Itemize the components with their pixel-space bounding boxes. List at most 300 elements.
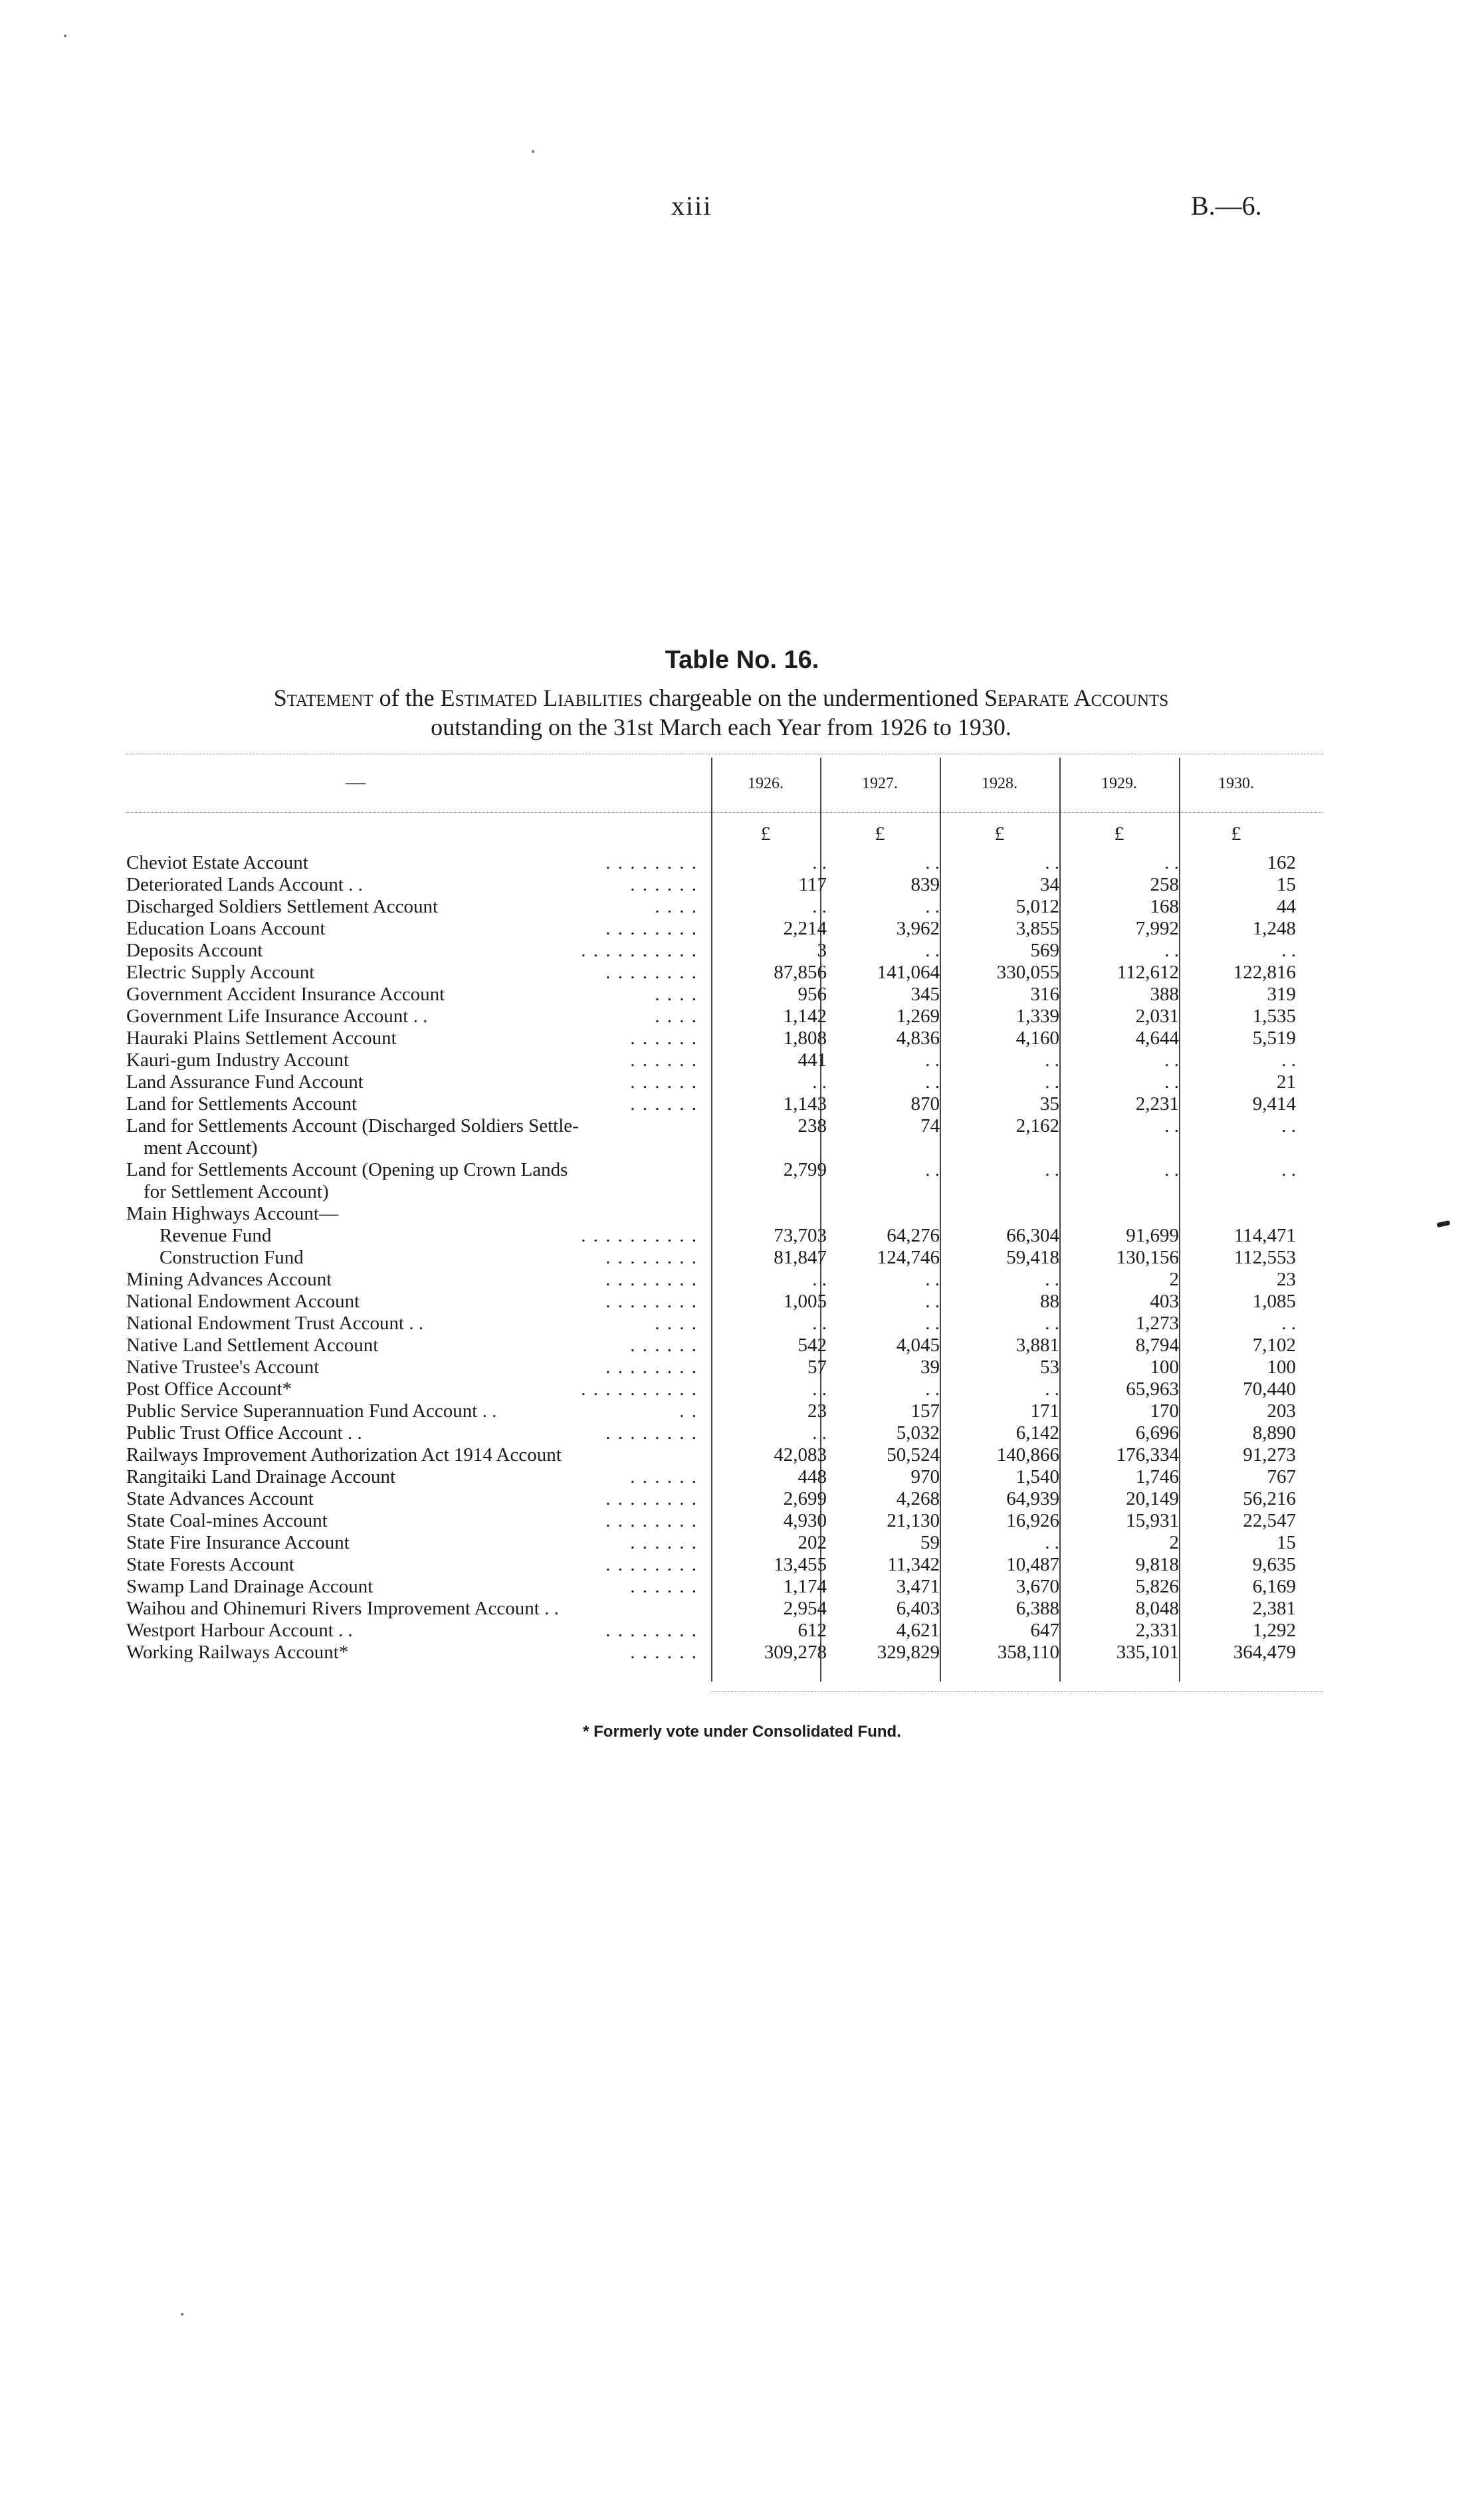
account-name: Working Railways Account*	[126, 1642, 349, 1663]
account-name: Government Life Insurance Account . .	[126, 1006, 428, 1027]
value-1930: 114,471	[1233, 1225, 1296, 1246]
value-1927: . .	[925, 1049, 940, 1071]
value-1927: 39	[920, 1357, 940, 1378]
value-1928: 569	[1030, 940, 1059, 961]
value-1928: 1,339	[1015, 1006, 1059, 1027]
value-1930: 100	[1267, 1357, 1296, 1378]
leader-dots: . . . . . . . .	[605, 852, 698, 873]
table-body	[126, 852, 1323, 1664]
table-row	[126, 1049, 1323, 1071]
value-1927: 4,621	[896, 1620, 940, 1641]
value-1928: 34	[1040, 874, 1059, 895]
value-1928: 6,388	[1015, 1598, 1059, 1619]
value-1929: 258	[1150, 874, 1179, 895]
account-name: Land for Settlements Account (Discharged Soldiers Settle-	[126, 1115, 579, 1137]
table-row	[126, 1576, 1323, 1598]
value-1929: 6,696	[1135, 1422, 1179, 1444]
value-1929: 176,334	[1116, 1444, 1179, 1466]
value-1929: 100	[1150, 1357, 1179, 1378]
value-1930: 91,273	[1243, 1444, 1296, 1466]
account-name-cell	[126, 1335, 704, 1357]
value-1929: . .	[1164, 1071, 1179, 1093]
value-1926: 117	[798, 874, 827, 895]
value-1929: 91,699	[1126, 1225, 1179, 1246]
value-1926: 4,930	[783, 1510, 827, 1531]
value-1926: . .	[812, 896, 827, 917]
value-1929: 388	[1150, 984, 1179, 1005]
value-1930: . .	[1281, 1049, 1296, 1071]
account-name: Land for Settlements Account	[126, 1093, 358, 1115]
value-1928: 64,939	[1006, 1488, 1059, 1509]
value-1927: 11,342	[887, 1554, 940, 1575]
value-1927: 839	[910, 874, 940, 895]
value-1926: 2,699	[783, 1488, 827, 1509]
value-1927: . .	[925, 1291, 940, 1312]
header-bottom-rule	[126, 812, 1323, 813]
value-1926: 1,142	[783, 1006, 827, 1027]
account-name: Revenue Fund	[159, 1225, 272, 1246]
account-name-cell	[126, 984, 704, 1006]
account-name-cell	[126, 1203, 704, 1225]
value-1926: . .	[812, 1313, 827, 1334]
value-1930: 1,292	[1252, 1620, 1296, 1641]
account-name-cell	[126, 1225, 704, 1247]
account-name: Kauri-gum Industry Account	[126, 1049, 350, 1071]
value-1926: . .	[812, 1269, 827, 1290]
speck	[181, 2313, 183, 2316]
account-name: Waihou and Ohinemuri Rivers Improvement Account . .	[126, 1598, 559, 1619]
statement-word-statement: Statement	[273, 685, 373, 711]
value-1929: . .	[1164, 1115, 1179, 1137]
table-row	[126, 1444, 1323, 1466]
value-1926: 309,278	[764, 1642, 827, 1663]
table-row	[126, 1247, 1323, 1269]
value-1926: 238	[797, 1115, 827, 1137]
account-name-cell	[126, 852, 704, 874]
value-1927: 74	[920, 1115, 940, 1137]
value-1928: . .	[1045, 1049, 1059, 1071]
value-1928: . .	[1045, 1532, 1059, 1553]
account-name-cell	[126, 1422, 704, 1444]
value-1926: 956	[797, 984, 827, 1005]
value-1927: 3,471	[896, 1576, 940, 1597]
leader-dots: . . . .	[655, 896, 698, 917]
value-1928: 5,012	[1015, 896, 1059, 917]
value-1928: 66,304	[1006, 1225, 1059, 1246]
table-row	[126, 1642, 1323, 1664]
account-name: Construction Fund	[159, 1247, 304, 1268]
value-1926: . .	[812, 1422, 827, 1444]
value-1928: . .	[1045, 1313, 1059, 1334]
value-1930: 767	[1267, 1466, 1296, 1487]
speck	[64, 35, 66, 37]
value-1930: 9,414	[1252, 1093, 1296, 1115]
value-1928: 10,487	[1006, 1554, 1059, 1575]
header-year-1928: 1928.	[982, 775, 1017, 792]
footnote: * Formerly vote under Consolidated Fund.	[583, 1723, 901, 1741]
account-name: Public Trust Office Account . .	[126, 1422, 362, 1444]
account-name-cell	[126, 1466, 704, 1488]
account-name-cell	[126, 1532, 704, 1554]
table-row	[126, 874, 1323, 896]
account-name-cell	[126, 1071, 704, 1093]
table-row	[126, 1422, 1323, 1444]
table-row	[126, 1598, 1323, 1620]
account-name-continuation: ment Account)	[144, 1137, 258, 1158]
value-1928: 2,162	[1015, 1115, 1059, 1137]
value-1930: 21	[1277, 1071, 1296, 1093]
table-row	[126, 962, 1323, 984]
value-1930: 1,535	[1252, 1006, 1296, 1027]
account-name-cell	[126, 1006, 704, 1028]
value-1930: 22,547	[1243, 1510, 1296, 1531]
unit-pound-1930: £	[1231, 823, 1241, 845]
leader-dots: . . . . . . . .	[605, 1510, 698, 1531]
header-year-1926: 1926.	[748, 775, 784, 792]
leader-dots: . .	[679, 1400, 698, 1422]
leader-dots: . . . . . . . . . .	[581, 1225, 698, 1246]
value-1926: 441	[797, 1049, 827, 1071]
leader-dots: . . . . . . . .	[605, 1488, 698, 1509]
value-1927: 141,064	[877, 962, 940, 983]
table-row	[126, 1269, 1323, 1291]
value-1929: 9,818	[1135, 1554, 1179, 1575]
account-name-cell	[126, 1378, 704, 1400]
table-row	[126, 852, 1323, 874]
value-1929: 2,331	[1135, 1620, 1179, 1641]
value-1929: 7,992	[1135, 918, 1179, 939]
leader-dots: . . . . . . . .	[605, 1422, 698, 1444]
leader-dots: . . . .	[655, 1006, 698, 1027]
value-1926: 87,856	[774, 962, 827, 983]
leader-dots: . . . . . .	[630, 1576, 698, 1597]
value-1926: 612	[797, 1620, 827, 1641]
value-1926: 1,174	[783, 1576, 827, 1597]
value-1926: 1,143	[783, 1093, 827, 1115]
value-1930: 15	[1277, 874, 1296, 895]
value-1930: . .	[1281, 1313, 1296, 1334]
leader-dots: . . . .	[655, 984, 698, 1005]
document-reference: B.—6.	[1191, 191, 1262, 221]
liabilities-table	[126, 751, 1323, 1701]
value-1926: 202	[797, 1532, 827, 1553]
table-row	[126, 984, 1323, 1006]
table-title: Table No. 16.	[665, 646, 819, 674]
value-1928: 16,926	[1006, 1510, 1059, 1531]
account-name-cell	[126, 1115, 704, 1159]
statement-text-2: chargeable on the undermentioned	[642, 685, 985, 711]
account-name: Westport Harbour Account . .	[126, 1620, 353, 1641]
value-1930: 15	[1277, 1532, 1296, 1553]
table-row	[126, 1225, 1323, 1247]
table-row	[126, 1203, 1323, 1225]
value-1930: 122,816	[1233, 962, 1296, 983]
value-1929: 130,156	[1116, 1247, 1179, 1268]
value-1928: . .	[1045, 1378, 1059, 1400]
value-1928: . .	[1045, 1159, 1059, 1180]
value-1927: 970	[910, 1466, 940, 1487]
value-1929: 8,048	[1135, 1598, 1179, 1619]
value-1930: 1,248	[1252, 918, 1296, 939]
value-1930: 70,440	[1243, 1378, 1296, 1400]
value-1927: 124,746	[877, 1247, 940, 1268]
value-1930: 8,890	[1252, 1422, 1296, 1444]
account-name-cell	[126, 1093, 704, 1115]
account-name-cell	[126, 1554, 704, 1576]
value-1927: . .	[925, 940, 940, 961]
value-1926: 448	[797, 1466, 827, 1487]
account-name-cell	[126, 1049, 704, 1071]
account-name-cell	[126, 918, 704, 940]
value-1928: . .	[1045, 1071, 1059, 1093]
value-1928: 53	[1040, 1357, 1059, 1378]
value-1930: 44	[1277, 896, 1296, 917]
value-1927: 157	[910, 1400, 940, 1422]
table-row	[126, 940, 1323, 962]
value-1929: 112,612	[1116, 962, 1179, 983]
value-1926: 13,455	[774, 1554, 827, 1575]
value-1929: 1,746	[1135, 1466, 1179, 1487]
account-name-cell	[126, 896, 704, 918]
table-row	[126, 896, 1323, 918]
table-row	[126, 1159, 1323, 1203]
account-name: Cheviot Estate Account	[126, 852, 308, 873]
table-row	[126, 1028, 1323, 1049]
value-1927: . .	[925, 852, 940, 873]
account-name: Rangitaiki Land Drainage Account	[126, 1466, 396, 1487]
statement-word-separate-accounts: Separate Accounts	[984, 685, 1169, 711]
leader-dots: . . . . . .	[630, 1335, 698, 1356]
account-name: Deteriorated Lands Account . .	[126, 874, 363, 895]
account-name: Land Assurance Fund Account	[126, 1071, 364, 1093]
table-row	[126, 1400, 1323, 1422]
account-name-cell	[126, 1400, 704, 1422]
unit-pound-1929: £	[1114, 823, 1124, 845]
table-bottom-rule	[711, 1691, 1323, 1692]
ink-mark	[1436, 1220, 1450, 1228]
value-1927: . .	[925, 1071, 940, 1093]
value-1930: 6,169	[1252, 1576, 1296, 1597]
leader-dots: . . . . . .	[630, 1642, 698, 1663]
value-1929: 65,963	[1126, 1378, 1179, 1400]
account-name: Land for Settlements Account (Opening up Crown Lands	[126, 1159, 568, 1180]
unit-pound-1927: £	[875, 823, 885, 845]
unit-pound-1926: £	[760, 823, 771, 845]
value-1926: 42,083	[774, 1444, 827, 1466]
table-row	[126, 1071, 1323, 1093]
table-row	[126, 1115, 1323, 1159]
account-name-cell	[126, 1642, 704, 1664]
value-1929: 170	[1150, 1400, 1179, 1422]
account-name: Government Accident Insurance Account	[126, 984, 445, 1005]
table-row	[126, 1466, 1323, 1488]
leader-dots: . . . . . .	[630, 874, 698, 895]
value-1930: 319	[1267, 984, 1296, 1005]
value-1928: 3,881	[1015, 1335, 1059, 1356]
leader-dots: . . . . . . . . . .	[581, 940, 698, 961]
value-1927: 21,130	[887, 1510, 940, 1531]
statement-text-1: of the	[373, 685, 441, 711]
value-1926: 1,005	[783, 1291, 827, 1312]
value-1929: 4,644	[1135, 1028, 1179, 1049]
table-row	[126, 1488, 1323, 1510]
account-name-continuation: for Settlement Account)	[144, 1181, 329, 1202]
value-1930: 9,635	[1252, 1554, 1296, 1575]
value-1927: . .	[925, 1378, 940, 1400]
value-1926: 57	[807, 1357, 827, 1378]
value-1928: 316	[1030, 984, 1059, 1005]
page-number: xiii	[671, 191, 712, 221]
value-1927: 59	[920, 1532, 940, 1553]
value-1930: 5,519	[1252, 1028, 1296, 1049]
value-1928: 6,142	[1015, 1422, 1059, 1444]
leader-dots: . . . . . .	[630, 1466, 698, 1487]
leader-dots: . . . . . . . .	[605, 962, 698, 983]
value-1926: . .	[812, 1071, 827, 1093]
value-1928: 171	[1030, 1400, 1059, 1422]
table-row	[126, 1510, 1323, 1532]
value-1926: 2,214	[783, 918, 827, 939]
table-row	[126, 918, 1323, 940]
leader-dots: . . . . . . . .	[605, 1247, 698, 1268]
account-name-cell	[126, 962, 704, 984]
value-1928: 59,418	[1006, 1247, 1059, 1268]
account-name: Railways Improvement Authorization Act 1914 Account	[126, 1444, 562, 1466]
account-name-cell	[126, 1510, 704, 1532]
leader-dots: . . . . . .	[630, 1093, 698, 1115]
value-1930: 23	[1277, 1269, 1296, 1290]
value-1929: 168	[1150, 896, 1179, 917]
account-name: Discharged Soldiers Settlement Account	[126, 896, 439, 917]
leader-dots: . . . . . . . .	[605, 1269, 698, 1290]
account-name-cell	[126, 1269, 704, 1291]
value-1930: 56,216	[1243, 1488, 1296, 1509]
value-1928: 358,110	[997, 1642, 1059, 1663]
account-name-cell	[126, 874, 704, 896]
account-name: National Endowment Trust Account . .	[126, 1313, 424, 1334]
header-account-column: —	[346, 771, 366, 793]
account-name: Electric Supply Account	[126, 962, 315, 983]
account-name-cell	[126, 1357, 704, 1378]
value-1929: 403	[1150, 1291, 1179, 1312]
table-row	[126, 1532, 1323, 1554]
leader-dots: . . . . . . . .	[605, 1357, 698, 1378]
table-row	[126, 1357, 1323, 1378]
header-year-1929: 1929.	[1101, 775, 1137, 792]
value-1929: 8,794	[1135, 1335, 1179, 1356]
value-1930: 1,085	[1252, 1291, 1296, 1312]
value-1926: 542	[797, 1335, 827, 1356]
statement-word-estimated-liabilities: Estimated Liabilities	[440, 685, 643, 711]
speck	[532, 150, 534, 153]
value-1926: 73,703	[774, 1225, 827, 1246]
account-name-cell	[126, 1488, 704, 1510]
account-name-cell	[126, 1576, 704, 1598]
value-1926: 3	[817, 940, 827, 961]
table-row	[126, 1378, 1323, 1400]
value-1928: 35	[1040, 1093, 1059, 1115]
account-name: Education Loans Account	[126, 918, 326, 939]
value-1928: 4,160	[1015, 1028, 1059, 1049]
value-1930: . .	[1281, 940, 1296, 961]
value-1927: 6,403	[896, 1598, 940, 1619]
value-1926: 23	[807, 1400, 827, 1422]
value-1927: 1,269	[896, 1006, 940, 1027]
unit-pound-1928: £	[994, 823, 1005, 845]
value-1928: 88	[1040, 1291, 1059, 1312]
account-name-cell	[126, 1291, 704, 1313]
leader-dots: . . . . . . . .	[605, 1291, 698, 1312]
value-1927: 4,268	[896, 1488, 940, 1509]
value-1929: 15,931	[1126, 1510, 1179, 1531]
leader-dots: . . . . . .	[630, 1049, 698, 1071]
account-name-cell	[126, 1028, 704, 1049]
leader-dots: . . . . . . . . . .	[581, 1378, 698, 1400]
value-1928: 647	[1030, 1620, 1059, 1641]
table-row	[126, 1554, 1323, 1576]
value-1930: 112,553	[1233, 1247, 1296, 1268]
account-name-cell	[126, 1598, 704, 1620]
table-row	[126, 1620, 1323, 1642]
header-year-1927: 1927.	[862, 775, 898, 792]
account-name-cell	[126, 1159, 704, 1203]
value-1930: 2,381	[1252, 1598, 1296, 1619]
value-1930: 7,102	[1252, 1335, 1296, 1356]
value-1927: . .	[925, 1269, 940, 1290]
value-1927: 64,276	[887, 1225, 940, 1246]
account-name: State Coal-mines Account	[126, 1510, 328, 1531]
value-1929: 2	[1169, 1269, 1179, 1290]
value-1929: 20,149	[1126, 1488, 1179, 1509]
value-1926: 81,847	[774, 1247, 827, 1268]
leader-dots: . . . . . . . .	[605, 1554, 698, 1575]
leader-dots: . . . . . .	[630, 1028, 698, 1049]
value-1927: 345	[910, 984, 940, 1005]
value-1927: 3,962	[896, 918, 940, 939]
value-1927: 870	[910, 1093, 940, 1115]
value-1928: 140,866	[996, 1444, 1059, 1466]
value-1928: 1,540	[1015, 1466, 1059, 1487]
leader-dots: . . . .	[655, 1313, 698, 1334]
value-1928: 3,855	[1015, 918, 1059, 939]
value-1926: . .	[812, 852, 827, 873]
account-name: State Forests Account	[126, 1554, 294, 1575]
table-row	[126, 1335, 1323, 1357]
account-name-cell	[126, 940, 704, 962]
account-name: Main Highways Account—	[126, 1203, 338, 1224]
account-name-cell	[126, 1313, 704, 1335]
account-name: State Advances Account	[126, 1488, 314, 1509]
value-1927: 50,524	[887, 1444, 940, 1466]
value-1927: 4,836	[896, 1028, 940, 1049]
value-1929: 2,031	[1135, 1006, 1179, 1027]
value-1928: 3,670	[1015, 1576, 1059, 1597]
value-1929: 5,826	[1135, 1576, 1179, 1597]
value-1930: . .	[1281, 1159, 1296, 1180]
account-name-cell	[126, 1620, 704, 1642]
account-name: Hauraki Plains Settlement Account	[126, 1028, 397, 1049]
value-1929: . .	[1164, 852, 1179, 873]
account-name: Public Service Superannuation Fund Account . .	[126, 1400, 497, 1422]
leader-dots: . . . . . . . .	[605, 918, 698, 939]
leader-dots: . . . . . .	[630, 1532, 698, 1553]
value-1929: 2,231	[1135, 1093, 1179, 1115]
header-year-1930: 1930.	[1218, 775, 1254, 792]
value-1929: 1,273	[1135, 1313, 1179, 1334]
value-1926: 1,808	[783, 1028, 827, 1049]
value-1929: . .	[1164, 1159, 1179, 1180]
value-1929: . .	[1164, 1049, 1179, 1071]
